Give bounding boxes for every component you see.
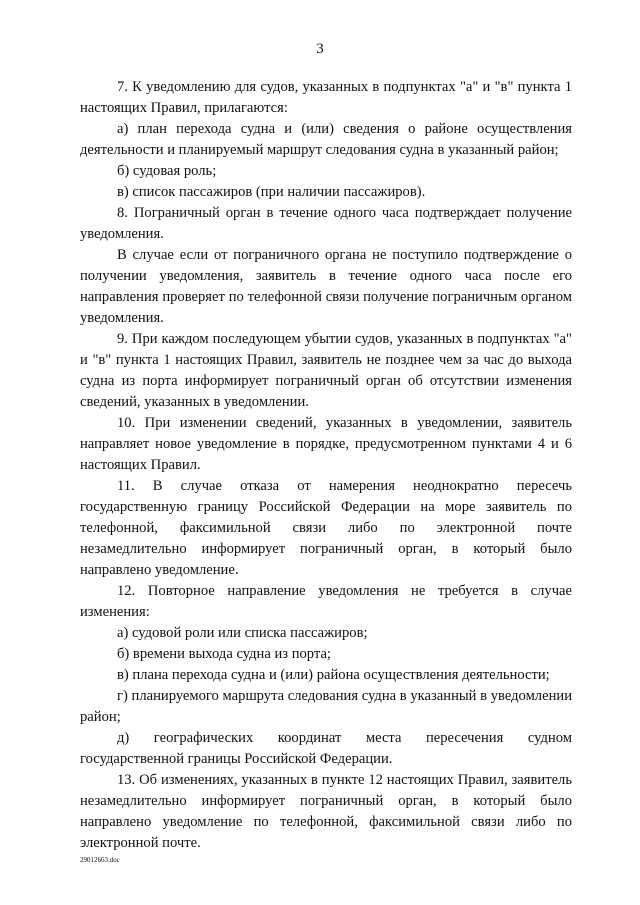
paragraph-7a: а) план перехода судна и (или) сведения о районе осуществления деятельности и планируемый маршрут следования судна в указанный район; — [80, 121, 572, 158]
paragraph-12: 12. Повторное направление уведомления не требуется в случае изменения: — [80, 583, 572, 620]
footer-filename: 29012663.doc — [80, 856, 120, 864]
paragraph-12g: г) планируемого маршрута следования судна в указанный в уведомлении район; — [80, 688, 572, 725]
paragraph-12d: д) географических координат места пересечения судном государственной границы Российской Федерации. — [80, 730, 572, 767]
document-body — [80, 77, 572, 854]
paragraph-12b: б) времени выхода судна из порта; — [117, 646, 331, 662]
paragraph-7: 7. К уведомлению для судов, указанных в подпунктах "а" и "в" пункта 1 настоящих Правил, прилагаются: — [80, 79, 572, 116]
paragraph-10: 10. При изменении сведений, указанных в уведомлении, заявитель направляет новое уведомление в порядке, предусмотренном пунктами 4 и 6 настоящих Правил. — [80, 415, 572, 473]
paragraph-7v: в) список пассажиров (при наличии пассажиров). — [117, 184, 426, 200]
paragraph-9: 9. При каждом последующем убытии судов, указанных в подпунктах "а" и "в" пункта 1 настоящих Правил, заявитель не позднее чем за час до выхода судна из порта информирует пограничный орган об отсутствии изменения сведений, указанных в уведомлении. — [80, 331, 572, 410]
paragraph-12v: в) плана перехода судна и (или) района осуществления деятельности; — [117, 667, 550, 683]
paragraph-7b: б) судовая роль; — [117, 163, 217, 179]
paragraph-11: 11. В случае отказа от намерения неоднократно пересечь государственную границу Российской Федерации на море заявитель по телефонной, факсимильной связи либо по электронной почте незамедлительно информирует пограничный орган, в который было направлено уведомление. — [80, 478, 572, 578]
paragraph-12a: а) судовой роли или списка пассажиров; — [117, 625, 368, 641]
paragraph-8: 8. Пограничный орган в течение одного часа подтверждает получение уведомления. — [80, 205, 572, 242]
page-number: 3 — [316, 41, 324, 57]
paragraph-13: 13. Об изменениях, указанных в пункте 12 настоящих Правил, заявитель незамедлительно информирует пограничный орган, в который было направлено уведомление по телефонной, факсимильной связи либо по электронной почте. — [80, 772, 572, 851]
paragraph-8-case: В случае если от пограничного органа не поступило подтверждение о получении уведомления, заявитель в течение одного часа после его направления проверяет по телефонной связи получение пограничным органом уведомления. — [80, 247, 572, 326]
